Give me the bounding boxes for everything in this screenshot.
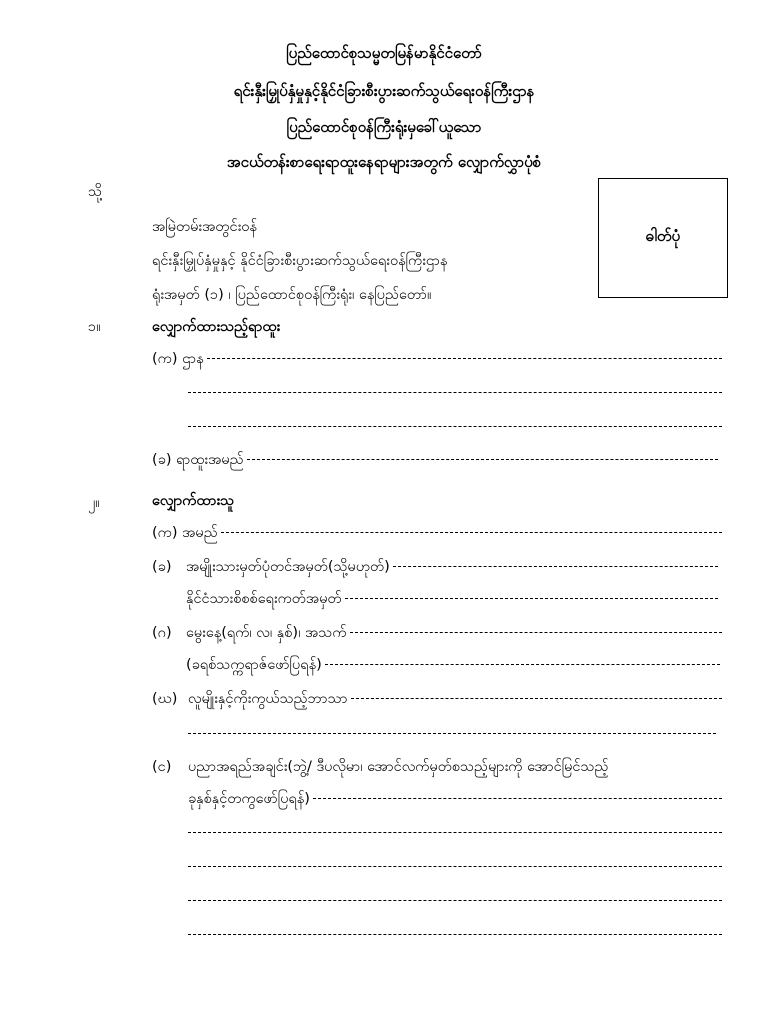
dob-item-label: (ဂ)	[152, 625, 172, 641]
department-field[interactable]	[152, 350, 722, 371]
form-title-ministry: ရင်းနှီးမြှုပ်နှံမှုနှင့်နိုင်ငံခြားစီးပွားဆက်သွယ်ရေးဝန်ကြီးဌာန	[233, 82, 535, 100]
education-line-2[interactable]	[188, 832, 722, 833]
section2-heading: လျှောက်ထားသူ	[152, 493, 235, 509]
section2-number: ၂။	[88, 495, 100, 511]
dob-era-field[interactable]	[186, 656, 720, 677]
post-label: (ခ) ရာထူးအမည်	[152, 452, 244, 468]
photo-label: ဓါတ်ပုံ	[645, 227, 681, 245]
nrc-line[interactable]	[393, 566, 718, 567]
nrc-item-label: (ခ)	[152, 559, 172, 575]
education-label: ပညာအရည်အချင်း(ဘွဲ့/ ဒီပလိုမာ၊ အောင်လက်မှတ်စသည့်များကို အောင်မြင်သည့်	[188, 759, 609, 775]
education-item-label: (င)	[152, 759, 172, 775]
name-label: (က) အမည်	[152, 525, 218, 541]
race-item-label: (ဃ)	[152, 691, 178, 707]
race-religion-line[interactable]	[351, 698, 722, 699]
name-line[interactable]	[221, 532, 722, 533]
department-line-2[interactable]	[188, 392, 722, 393]
race-religion-label: လူမျိုးနှင့်ကိုးကွယ်သည့်ဘာသာ	[188, 691, 348, 707]
name-field[interactable]	[152, 524, 722, 545]
dob-era-label: (ခရစ်သက္ကရာဇ်ဖော်ပြရန်)	[186, 657, 322, 673]
education-line-5[interactable]	[188, 934, 722, 935]
to-label: သို့	[88, 184, 103, 200]
education-line-3[interactable]	[188, 866, 722, 867]
form-title-application: အငယ်တန်းစာရေးရာထူးနေရာများအတွက် လျှောက်လွှာပုံစံ	[226, 153, 542, 171]
nrc-card-line[interactable]	[345, 598, 718, 599]
education-line-4[interactable]	[188, 900, 722, 901]
form-title-office: ပြည်ထောင်စုဝန်ကြီးရုံးမှခေါ်ယူသော	[286, 118, 482, 136]
photo-box	[598, 178, 728, 298]
department-label: (က) ဌာန	[152, 351, 204, 367]
nrc-card-label: နိုင်ငံသားစိစစ်ရေးကတ်အမှတ်	[186, 591, 342, 607]
post-line[interactable]	[247, 459, 718, 460]
address-line-3: ရုံးအမှတ် (၁) ၊ ပြည်ထောင်စုဝန်ကြီးရုံး၊ နေပြည်တော်။	[152, 287, 432, 303]
post-field[interactable]	[152, 451, 718, 472]
address-line-1: အမြဲတမ်းအတွင်းဝန်	[152, 219, 257, 235]
education-line[interactable]	[313, 798, 722, 799]
department-line-3[interactable]	[188, 426, 722, 427]
education-label-2: ခုနှစ်နှင့်တကွဖော်ပြရန်)	[188, 791, 310, 807]
dob-era-line[interactable]	[325, 664, 720, 665]
nrc-field[interactable]	[186, 558, 718, 579]
section1-heading: လျှောက်ထားသည့်ရာထူး	[152, 319, 281, 335]
education-field[interactable]	[188, 790, 722, 811]
form-title-country: ပြည်ထောင်စုသမ္မတမြန်မာနိုင်ငံတော်	[286, 44, 482, 62]
section1-number: ၁။	[88, 319, 101, 335]
dob-label: မွေးနေ့(ရက်၊ လ၊ နှစ်)၊ အသက်	[186, 625, 347, 641]
nrc-label: အမျိုးသားမှတ်ပုံတင်အမှတ်(သို့မဟုတ်)	[186, 559, 390, 575]
nrc-card-field[interactable]	[186, 590, 718, 611]
race-religion-line-2[interactable]	[188, 733, 716, 734]
dob-field[interactable]	[186, 624, 722, 645]
department-line[interactable]	[207, 358, 722, 359]
dob-line[interactable]	[350, 632, 722, 633]
race-religion-field[interactable]	[188, 690, 722, 711]
address-line-2: ရင်းနှီးမြှုပ်နှံမှုနှင့် နိုင်ငံခြားစီးပွားဆက်သွယ်ရေးဝန်ကြီးဌာန	[152, 253, 448, 269]
